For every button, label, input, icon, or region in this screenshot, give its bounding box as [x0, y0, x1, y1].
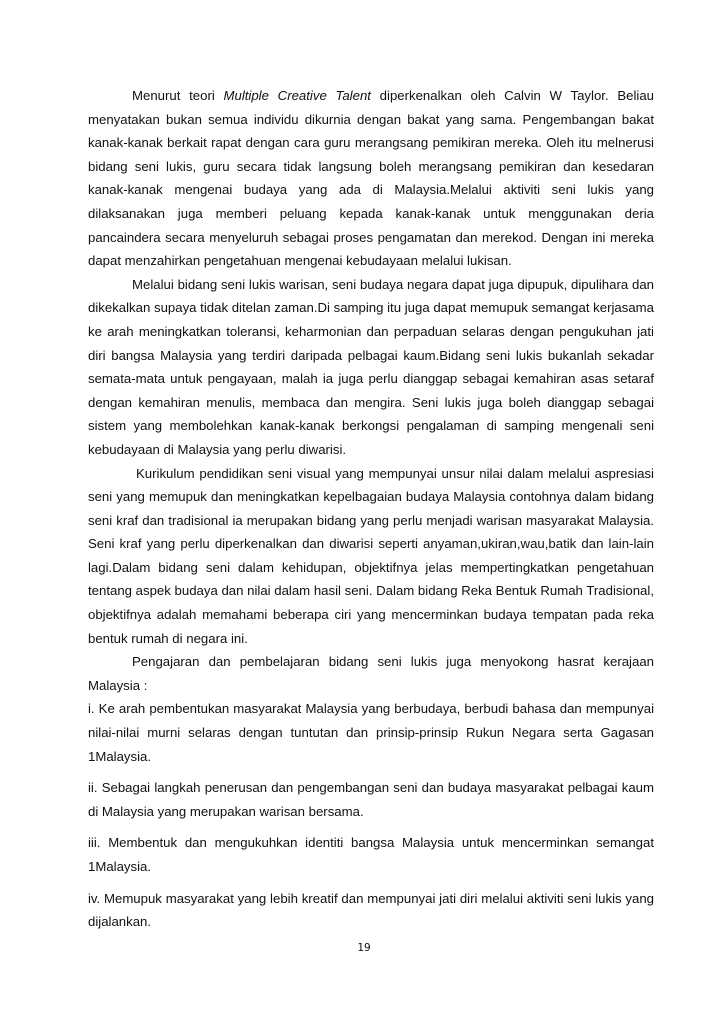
theory-name: Multiple Creative Talent [223, 88, 371, 103]
paragraph-kurikulum: Kurikulum pendidikan seni visual yang mempunyai unsur nilai dalam melalui aspresiasi seni yang memupuk dan meningkatkan kepelbagaian budaya Malaysia contohnya dalam bidang seni kraf dan tradisional ia merupakan bidang yang perlu menjadi warisan masyarakat Malaysia. Seni kraf yang perlu diperkenalkan dan diwarisi seperti anyaman,ukiran,wau,batik dan lain-lain lagi.Dalam bidang seni dalam kehidupan, objektifnya jelas mempertingkatkan pengetahuan tentang aspek budaya dan nilai dalam hasil seni. Dalam bidang Reka Bentuk Rumah Tradisional, objektifnya adalah memahami beberapa ciri yang mencerminkan budaya tempatan pada reka bentuk rumah di negara ini. [88, 465, 654, 646]
page-number: 19 [357, 942, 371, 954]
paragraph-hasrat-kerajaan: Pengajaran dan pembelajaran bidang seni lukis juga menyokong hasrat kerajaan Malaysia : [88, 654, 654, 693]
list-item: iii. Membentuk dan mengukuhkan identiti bangsa Malaysia untuk mencerminkan semangat 1Malaysia. [88, 835, 654, 874]
list-item: i. Ke arah pembentukan masyarakat Malaysia yang berbudaya, berbudi bahasa dan mempunyai nilai-nilai murni selaras dengan tuntutan dan prinsip-prinsip Rukun Negara serta Gagasan 1Malaysia. [88, 701, 654, 764]
body-text [88, 84, 654, 934]
list-item: iv. Memupuk masyarakat yang lebih kreatif dan mempunyai jati diri melalui aktiviti seni lukis yang dijalankan. [88, 890, 654, 930]
paragraph-seni-lukis-warisan: Melalui bidang seni lukis warisan, seni budaya negara dapat juga dipupuk, dipulihara dan dikekalkan supaya tidak ditelan zaman.Di samping itu juga dapat memupuk semangat kerjasama ke arah meningkatkan toleransi, keharmonian dan perpaduan selaras dengan pengukuhan jati diri bangsa Malaysia yang terdiri daripada pelbagai kaum.Bidang seni lukis bukanlah sekadar semata-mata untuk pengayaan, malah ia juga perlu dianggap sebagai kemahiran asas setaraf dengan kemahiran menulis, membaca dan mengira. Seni lukis juga boleh dianggap sebagai sistem yang membolehkan kanak-kanak berkongsi pengalaman di samping mengenali seni kebudayaan di Malaysia yang perlu diwarisi. [88, 276, 654, 457]
list-item: ii. Sebagai langkah penerusan dan pengembangan seni dan budaya masyarakat pelbagai kaum di Malaysia yang merupakan warisan bersama. [88, 780, 654, 819]
paragraph-multiple-creative-talent: Menurut teori Multiple Creative Talent diperkenalkan oleh Calvin W Taylor. Beliau menyatakan bukan semua individu dikurnia dengan bakat yang sama. Pengembangan bakat kanak-kanak berkait rapat dengan cara guru merangsang pemikiran mereka. Oleh itu melnerusi bidang seni lukis, guru secara tidak langsung boleh merangsang pemikiran dan kesedaran kanak-kanak mengenai budaya yang ada di Malaysia.Melalui aktiviti seni lukis yang dilaksanakan juga memberi peluang kepada kanak-kanak untuk menggunakan deria pancaindera secara menyeluruh sebagai proses pengamatan dan merekod. Dengan ini mereka dapat menzahirkan pengetahuan mengenai kebudayaan melalui lukisan. [88, 88, 654, 269]
